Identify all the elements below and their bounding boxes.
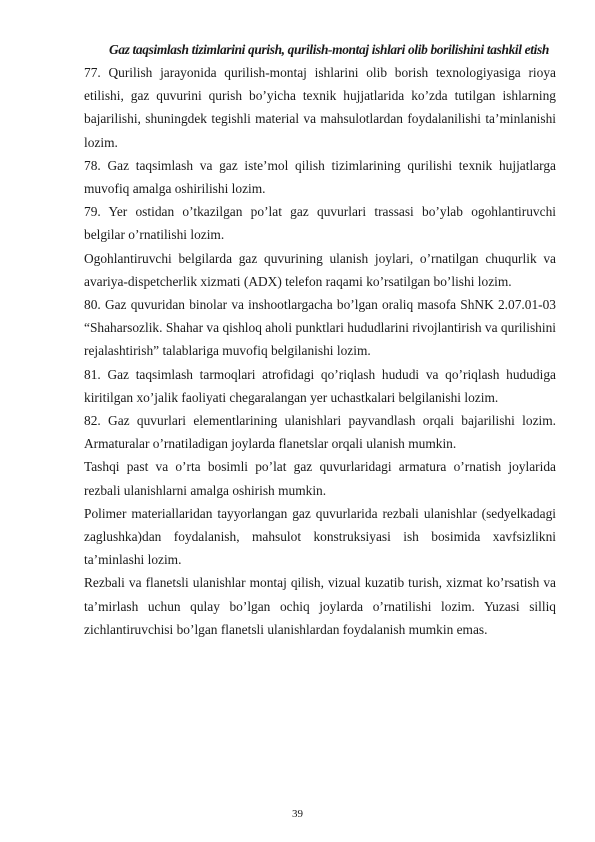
paragraph-80: 80. Gaz quvuridan binolar va inshootlargacha bo’lgan oraliq masofa ShNK 2.07.01-03 “Shaharsozlik. Shahar va qishloq aholi punktlari hududlarini rivojlantirish va qurilishini rejalashtirish” talablariga muvofiq belgilanishi lozim. (84, 297, 556, 359)
paragraph-82: 82. Gaz quvurlari elementlarining ulanishlari payvandlash orqali bajarilishi lozim. Armaturalar o’rnatiladigan joylarda flanetslar orqali ulanish mumkin. (84, 413, 556, 452)
paragraph-82-flanged: Rezbali va flanetsli ulanishlar montaj qilish, vizual kuzatib turish, xizmat ko’rsatish va ta’mirlash uchun qulay bo’lgan ochiq joylarda o’rnatilishi lozim. Yuzasi silliq zichlantiruvchisi bo’lgan flanetsli ulanishlardan foydalanish mumkin emas. (84, 575, 556, 637)
paragraph-79-warning-signs: Ogohlantiruvchi belgilarda gaz quvurining ulanish joylari, o’rnatilgan chuqurlik va avariya-dispetcherlik xizmati (ADX) telefon raqami ko’rsatilgan bo’lishi lozim. (84, 250, 556, 289)
paragraph-77: 77. Qurilish jarayonida qurilish-montaj ishlarini olib borish texnologiyasiga rioya etilishi, gaz quvurini qurish bo’yicha texnik hujjatlarida ko’zda tutilgan ishlarning bajarilishi, shuningdek tegishli material va mahsulotlardan foydalanilishi ta’minlanishi lozim. (84, 65, 556, 150)
paragraph-82-threaded-steel: Tashqi past va o’rta bosimli po’lat gaz quvurlaridagi armatura o’rnatish joylarida rezbali ulanishlarni amalga oshirish mumkin. (84, 459, 556, 498)
section-heading: Gaz taqsimlash tizimlarini qurish, qurilish-montaj ishlari olib borilishini tashkil etish (109, 42, 549, 57)
page-number: 39 (292, 808, 303, 820)
paragraph-79: 79. Yer ostidan o’tkazilgan po’lat gaz quvurlari trassasi bo’ylab ogohlantiruvchi belgilar o’rnatilishi lozim. (84, 204, 556, 243)
paragraph-82-polymer: Polimer materiallaridan tayyorlangan gaz quvurlarida rezbali ulanishlar (sedyelkadagi zaglushka)dan foydalanish, mahsulot konstruksiyasi ish bosimida xavfsizlikni ta’minlashi lozim. (84, 505, 556, 568)
paragraph-81: 81. Gaz taqsimlash tarmoqlari atrofidagi qo’riqlash hududi va qo’riqlash hududiga kiritilgan xo’jalik faoliyati chegaralangan yer uchastkalari belgilanishi lozim. (84, 366, 556, 405)
paragraph-78: 78. Gaz taqsimlash va gaz iste’mol qilish tizimlarining qurilishi texnik hujjatlarga muvofiq amalga oshirilishi lozim. (84, 157, 556, 197)
document-page (84, 38, 556, 641)
